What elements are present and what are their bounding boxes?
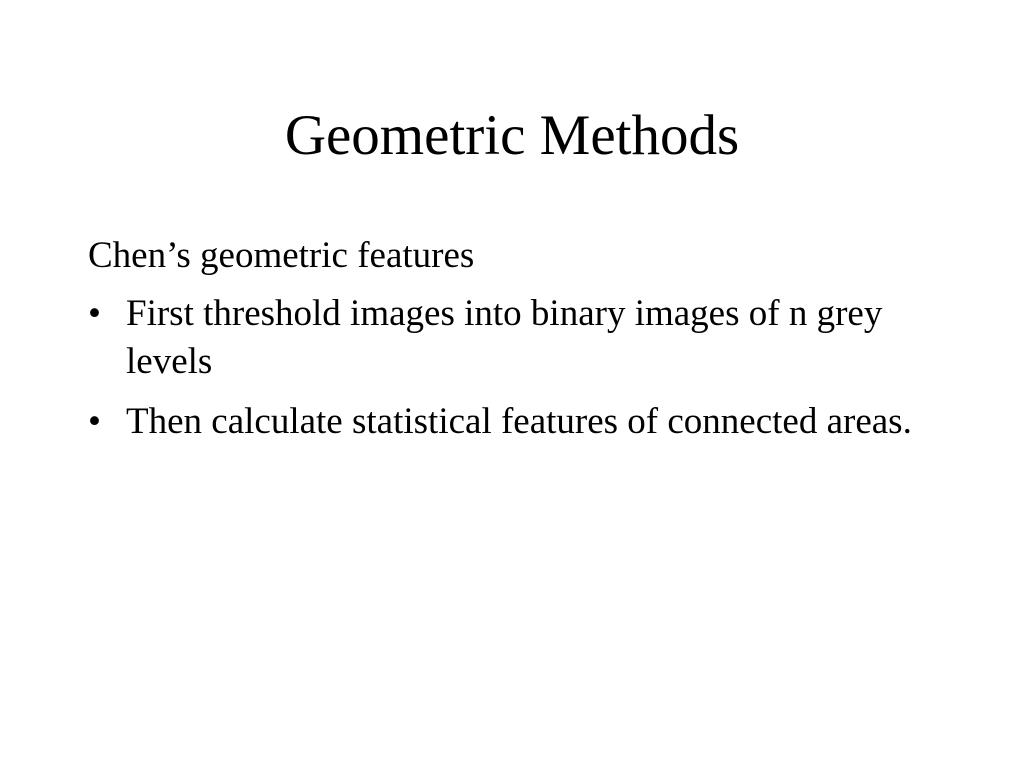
slide-body [88, 232, 948, 458]
slide-title: Geometric Methods [284, 104, 740, 167]
bullet-item [88, 290, 948, 386]
bullet-dot-icon: • [88, 293, 101, 334]
bullet-text: Then calculate statistical features of connected areas. [126, 401, 912, 442]
bullet-dot-icon: • [88, 401, 101, 442]
bullet-list [88, 290, 948, 446]
intro-text: Chen’s geometric features [88, 235, 475, 276]
bullet-text: First threshold images into binary images of n grey levels [126, 293, 883, 382]
bullet-item [88, 398, 948, 446]
